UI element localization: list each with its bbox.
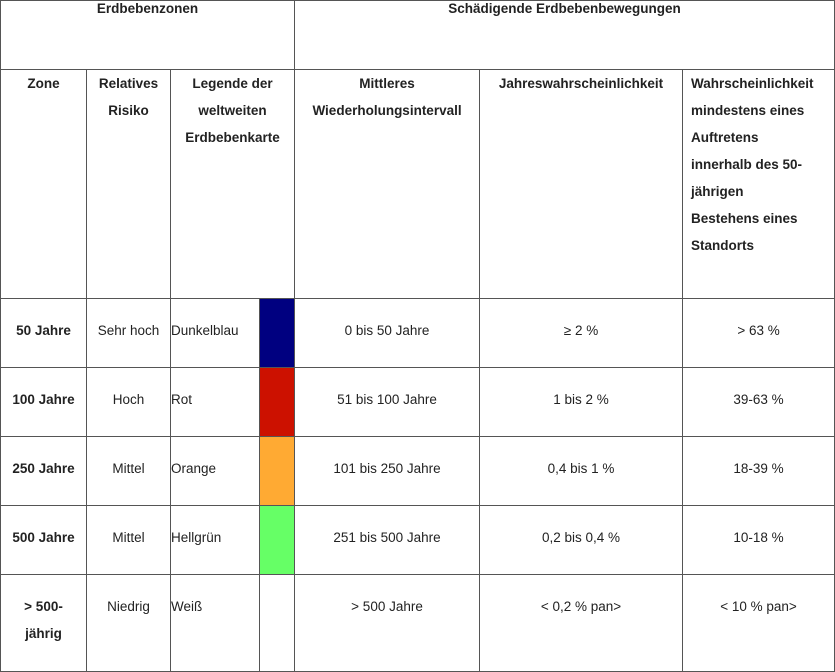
header-mean-recurrence-interval: Mittleres Wiederholungsintervall: [295, 70, 480, 299]
annual-probability-cell: ≥ 2 %: [480, 299, 683, 368]
table-row: [1, 368, 835, 437]
header-damaging-motions: Schädigende Erdbebenbewegungen: [295, 1, 835, 70]
interval-cell: 51 bis 100 Jahre: [295, 368, 480, 437]
probability-cell: 10-18 %: [683, 506, 835, 575]
legend-cell: Rot: [171, 368, 260, 437]
table-row: [1, 575, 835, 672]
probability-cell: 39-63 %: [683, 368, 835, 437]
color-swatch-light-green: [260, 506, 295, 575]
column-header-row: [1, 70, 835, 299]
color-swatch-orange: [260, 437, 295, 506]
risk-cell: Mittel: [87, 437, 171, 506]
annual-probability-cell: 1 bis 2 %: [480, 368, 683, 437]
annual-probability-cell: 0,2 bis 0,4 %: [480, 506, 683, 575]
header-relative-risk: Relatives Risiko: [87, 70, 171, 299]
color-swatch-red: [260, 368, 295, 437]
header-earthquake-zones: Erdbebenzonen: [1, 1, 295, 70]
legend-cell: Weiß: [171, 575, 260, 672]
zone-cell: 250 Jahre: [1, 437, 87, 506]
color-swatch-dark-blue: [260, 299, 295, 368]
header-50-year-probability: Wahrscheinlichkeit mindestens eines Auftretens innerhalb des 50- jährigen Bestehens eines Standorts: [683, 70, 835, 299]
zone-cell: 50 Jahre: [1, 299, 87, 368]
header-zone: Zone: [1, 70, 87, 299]
probability-cell: < 10 % pan>: [683, 575, 835, 672]
header-annual-probability: Jahreswahrscheinlichkeit: [480, 70, 683, 299]
interval-cell: 251 bis 500 Jahre: [295, 506, 480, 575]
legend-cell: Dunkelblau: [171, 299, 260, 368]
probability-cell: 18-39 %: [683, 437, 835, 506]
risk-cell: Sehr hoch: [87, 299, 171, 368]
risk-cell: Hoch: [87, 368, 171, 437]
header-map-legend: Legende der weltweiten Erdbebenkarte: [171, 70, 295, 299]
color-swatch-white: [260, 575, 295, 672]
risk-cell: Mittel: [87, 506, 171, 575]
table-row: [1, 506, 835, 575]
group-header-row: [1, 1, 835, 70]
annual-probability-cell: < 0,2 % pan>: [480, 575, 683, 672]
legend-cell: Hellgrün: [171, 506, 260, 575]
zone-cell: 500 Jahre: [1, 506, 87, 575]
zone-cell: > 500- jährig: [1, 575, 87, 672]
risk-cell: Niedrig: [87, 575, 171, 672]
annual-probability-cell: 0,4 bis 1 %: [480, 437, 683, 506]
zone-cell: 100 Jahre: [1, 368, 87, 437]
interval-cell: 101 bis 250 Jahre: [295, 437, 480, 506]
interval-cell: 0 bis 50 Jahre: [295, 299, 480, 368]
probability-cell: > 63 %: [683, 299, 835, 368]
interval-cell: > 500 Jahre: [295, 575, 480, 672]
table-row: [1, 299, 835, 368]
table-row: [1, 437, 835, 506]
legend-cell: Orange: [171, 437, 260, 506]
